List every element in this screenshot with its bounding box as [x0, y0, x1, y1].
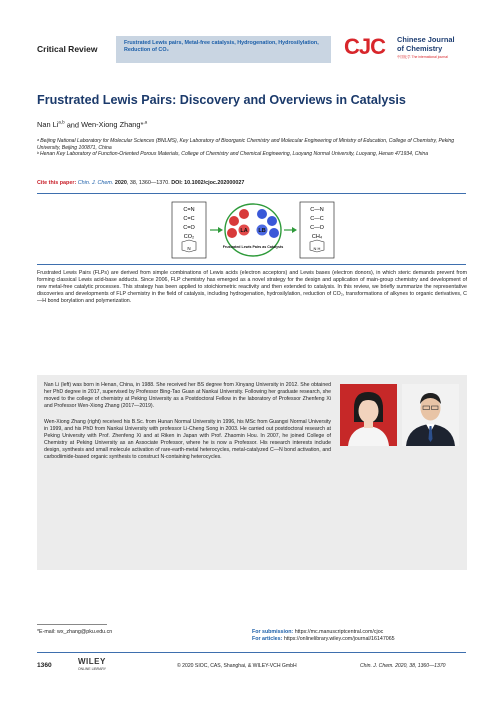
- submission-label: For submission:: [252, 629, 294, 635]
- citation-details: , 38, 1360—1370.: [126, 180, 170, 186]
- substrate-3: CO₂: [183, 234, 195, 240]
- section-label: Critical Review: [37, 44, 98, 54]
- footer-rule: [37, 652, 466, 653]
- citation-doi[interactable]: DOI: 10.1002/cjoc.202000027: [171, 180, 245, 186]
- publisher-logo: WILEY: [78, 657, 106, 666]
- journal-name-line-2: of Chemistry: [397, 44, 443, 53]
- product-3: CH₄: [311, 234, 323, 240]
- lb-label: LB: [258, 228, 266, 234]
- author-1: Nan Li$^{a,b}$: [37, 120, 65, 130]
- substrate-1: C=C: [183, 216, 195, 222]
- bio-wen-xiong-zhang: Wen-Xiong Zhang (right) received his B.Sc. from Hunan Normal University in 1996, his MSc from Guangxi Normal University in 1999, and his PhD from Nankai University with professor Li-Cheng Song in 2003. He carried out postdoctoral research at Peking University with Prof. Zhenfeng Xi and at Riken in Japan with Prof. Zhaomin Hou. In 2007, he joined College of Chemistry at Peking University as an Associate Professor, where he is now a Professor. His research interests include design, synthesis and small molecule activation of rare-earth-metal heterocycles, metal-catalyzed C—N bond activation, and carbodiimide-based organic synthesis to construct N-containing heterocycles.: [44, 419, 331, 460]
- divider-top: [37, 193, 466, 194]
- articles-line: [252, 636, 395, 643]
- affiliation-a: ᵃ Beijing National Laboratory for Molecular Sciences (BNLMS), Key Laboratory of Bioorganic Chemistry and Molecular Engineering of Ministry of Education, College of Chemistry, Peking University, Beijing 100871, China: [37, 138, 455, 151]
- divider-middle: [37, 264, 466, 265]
- product-0: C—N: [310, 207, 324, 213]
- lewis-base-sphere-3: [257, 209, 267, 219]
- lewis-acid-sphere-1: [229, 216, 239, 226]
- affiliation-b: ᵇ Henan Key Laboratory of Function-Oriented Porous Materials, College of Chemistry and Chemical Engineering, Luoyang Normal University, Luoyang, Henan 471934, China: [37, 151, 429, 158]
- page-number: 1360: [37, 662, 52, 669]
- citation: [37, 179, 244, 187]
- footnote-rule: [37, 624, 107, 625]
- journal-name-line-1: Chinese Journal: [397, 35, 455, 44]
- keywords-line-2: Reduction of CO₂: [124, 47, 169, 53]
- articles-label: For articles:: [252, 636, 283, 642]
- corresponding-email[interactable]: *E-mail: wx_zhang@pku.edu.cn: [37, 629, 113, 635]
- journal-logo: CJC: [344, 34, 386, 59]
- citation-journal[interactable]: Chin. J. Chem.: [77, 180, 114, 186]
- author-2: Wen-Xiong Zhang*$^{,a}$: [81, 120, 148, 130]
- submission-line: [252, 629, 383, 636]
- lewis-acid-sphere-2: [227, 228, 237, 238]
- toc-graphic: [170, 200, 338, 260]
- arrow-out-head: [292, 227, 297, 233]
- center-label: Frustrated Lewis Pairs as Catalysts: [222, 245, 284, 249]
- submission-link[interactable]: https://mc.manuscriptcentral.com/cjoc: [294, 629, 384, 635]
- product-2: C—O: [310, 225, 324, 231]
- la-label: LA: [240, 228, 248, 234]
- bio-nan-li: Nan Li (left) was born in Henan, China, in 1988. She received her BS degree from Xinyang University in 2012. She obtained her PhD degree in 2017, supervised by Professor Bing-Tao Guan at Nankai University. Following her graduate research, she moved to the college of chemistry at Peking University as a Postdoctoral Fellow in the laboratory of Professor Zhenfeng Xi and Professor Wen-Xiong Zhang (2017—2019).: [44, 382, 331, 409]
- substrate-2: C=O: [183, 225, 195, 231]
- journal-reference: Chin. J. Chem. 2020, 38, 1360—1370: [360, 663, 446, 669]
- keywords-line-1: Frustrated Lewis pairs, Metal-free catalysis, Hydrogenation, Hydrosilylation,: [124, 40, 319, 46]
- abstract: Frustrated Lewis Pairs (FLPs) are derived from simple combinations of Lewis acids (electron acceptors) and Lewis bases (electron donors), in which steric demands prevent from forming classical Lewis acid-base adducts. Since 2006, FLP chemistry has emerged as a novel strategy for the design and application of main-group chemistry and development of new metal-free catalytic processes. This strategy has been applied to stoichiometric reactivity and then extended to catalysis. In this review, we briefly summarize the representative discoveries and developments of FLP chemistry in the field of catalysis, including hydrogenation, hydrosilylation, reduction of CO₂, transformations of alkynes to organic derivatives, C—H bond borylation and polymerization.: [37, 270, 467, 304]
- affiliations: [37, 138, 465, 158]
- lewis-acid-sphere-3: [239, 209, 249, 219]
- publisher-subtitle: ONLINE LIBRARY: [78, 667, 107, 671]
- piperidine-nh: N H: [313, 246, 321, 251]
- arrow-in-head: [218, 227, 223, 233]
- author-photo-wen-xiong-zhang: [402, 384, 459, 446]
- author-photo-nan-li: [340, 384, 397, 446]
- journal-subtitle: 中国化学 The international journal: [397, 55, 448, 59]
- lewis-base-sphere-2: [269, 228, 279, 238]
- copyright: © 2020 SIOC, CAS, Shanghai, & WILEY-VCH GmbH: [177, 663, 297, 669]
- substrate-0: C=N: [183, 207, 195, 213]
- citation-label: Cite this paper:: [37, 180, 77, 186]
- lewis-base-sphere-1: [267, 216, 277, 226]
- authors: Nan Li$^{a,b}$ and Wen-Xiong Zhang*$^{,a}$: [37, 120, 148, 130]
- article-title: Frustrated Lewis Pairs: Discovery and Overviews in Catalysis: [37, 93, 406, 107]
- citation-year: 2020: [114, 180, 127, 186]
- keywords: [124, 40, 329, 54]
- articles-link[interactable]: https://onlinelibrary.wiley.com/journal/16147065: [283, 636, 395, 642]
- pyridine-n: N: [187, 246, 191, 251]
- product-1: C—C: [310, 216, 324, 222]
